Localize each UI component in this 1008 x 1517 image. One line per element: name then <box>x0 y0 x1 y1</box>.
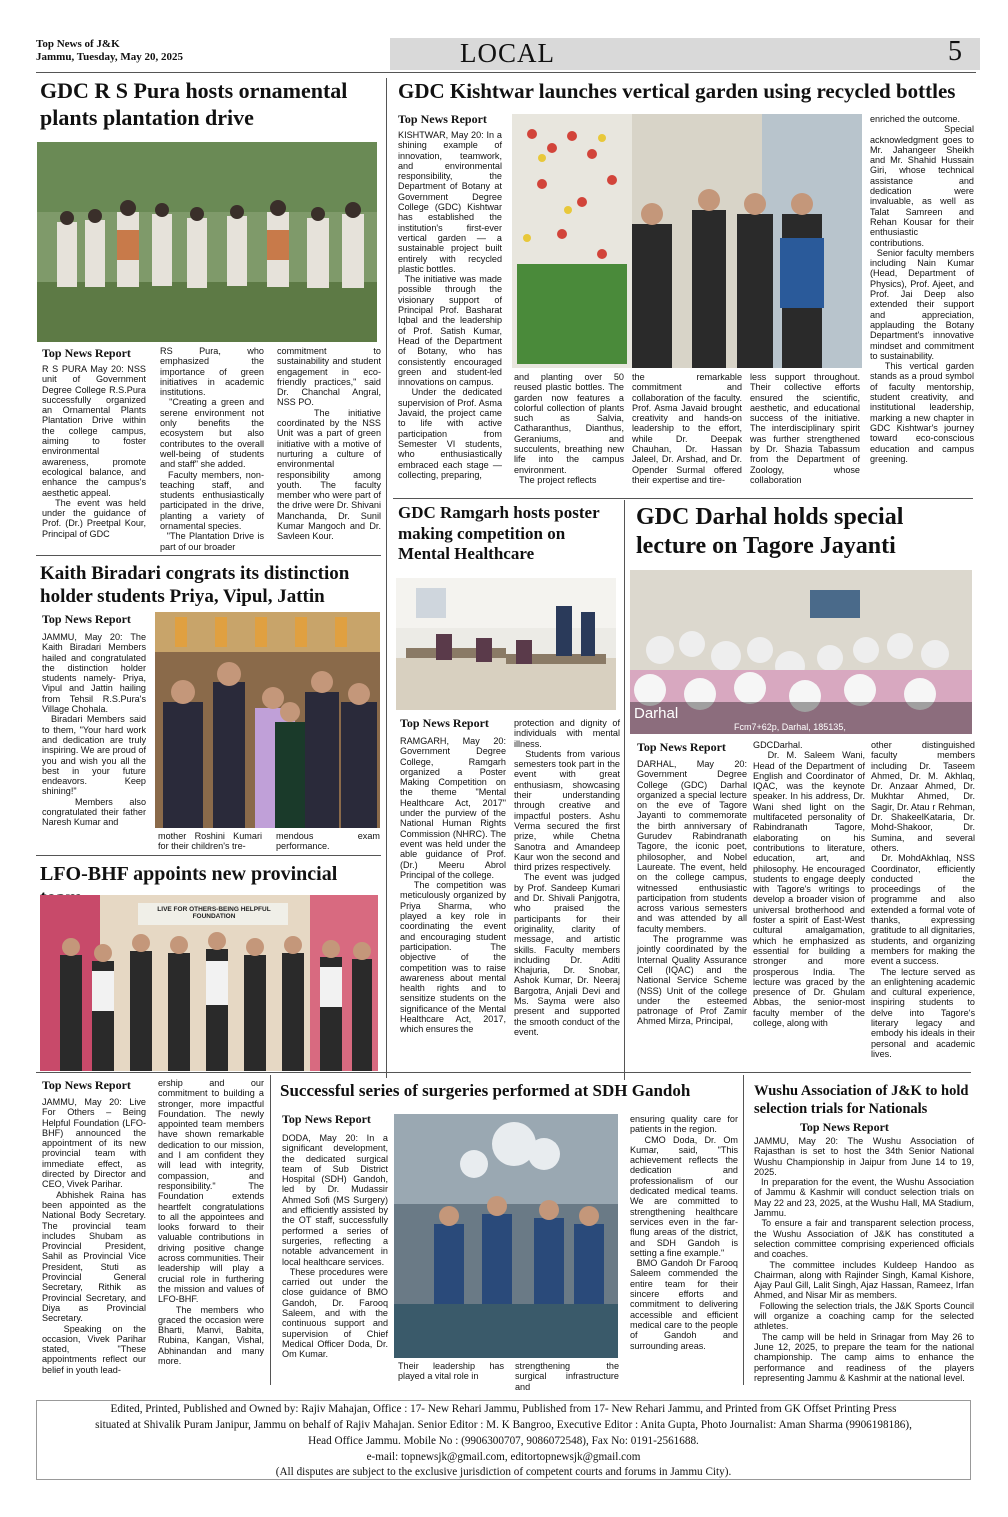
photo-darhal-subcaption: Fcm7+62p, Darhal, 185135, <box>734 722 846 732</box>
headline-kishtwar: GDC Kishtwar launches vertical garden using recycled bottles <box>398 79 956 103</box>
photo-darhal-caption: Darhal <box>634 705 679 722</box>
article-doda-col2: Their leadership has played a vital role in <box>398 1361 507 1382</box>
byline-wushu: Top News Report <box>800 1120 889 1134</box>
paper-name: Top News of J&K <box>36 38 120 50</box>
headline-kaith: Kaith Biradari congrats its distinction holder students Priya, Vipul, Jattin <box>40 563 350 608</box>
article-ramgarh-col1: RAMGARH, May 20: Government Degree College, Ramgarh organized a Poster Making Competition on the theme "Mental Healthcare Act, 2017" under the purview of the National Human Rights Commission (NHRC). The event was held under the able guidance of Prof. (Dr.) Meeru Abrol Principal of the college. The competition was meticulously organized by Priya Sharma, who played a key role in coordinating the event and encouraging student participation. The objective of the competition was to raise awareness about mental health rights and to sensitize students on the significance of the Mental Healthcare Act, 2017, which ensures the <box>400 736 506 1035</box>
photo-kaith <box>155 612 380 828</box>
article-kaith-col2: mother Roshini Kumari for their children's tre- <box>158 831 265 852</box>
photo-lfo <box>40 895 378 1071</box>
byline-kishtwar: Top News Report <box>398 112 487 126</box>
section-rule <box>393 498 973 499</box>
article-doda-col3: strengthening the surgical infrastructure and <box>515 1361 622 1392</box>
column-rule <box>386 78 387 1078</box>
article-kishtwar-col3: the remarkable commitment and collaboration of the faculty. Prof. Asma Javaid brought creativity and hands-on leadership to the effort, while Dr. Deepak Chauhan, Dr. Hassan Jaleel, Dr. Arshad, and Dr. Opender Surmal offered their expertise and tire- <box>632 372 745 485</box>
masthead-left <box>36 38 183 64</box>
imprint-line: Head Office Jammu. Mobile No : (9906300707, 9086072548), Fax No: 0191-2561688. <box>308 1435 699 1447</box>
page-number: 5 <box>948 36 962 67</box>
article-kishtwar-col2: and planting over 50 reused plastic bottles. The garden now features a colorful collection of plants such as Salvia, Catharanthus, Dianthus, Geraniums, and succulents, breathing new life into the campus environment. The project reflects <box>514 372 624 485</box>
byline-kaith: Top News Report <box>42 612 131 626</box>
imprint-line: Edited, Printed, Published and Owned by: Rajiv Mahajan, Office : 17- New Rehari Jammu, Published from 17- New Rehari Jammu, and Printed from GK Offset Printing Press <box>110 1403 897 1415</box>
byline-ramgarh: Top News Report <box>400 716 489 730</box>
imprint-line: situated at Shivalik Puram Janipur, Jammu on behalf of Rajiv Mahajan. Senior Editor : M. K Bangroo, Executive Editor : Anita Gupta, Photo Journalist: Aman Sharma (9906198186), <box>95 1419 912 1431</box>
column-rule <box>624 500 625 1080</box>
photo-ramgarh <box>396 578 616 710</box>
article-wushu-col1: JAMMU, May 20: The Wushu Association of Rajasthan is set to host the 34th Senior National Wushu Championship in Jaipur from June 14 to 19, 2025. In preparation for the event, the Wushu Association of Jammu & Kashmir will conduct selection trials on May 22 and 23, 2025, at the Wushu Hall, MA Stadium, Jammu. To ensure a fair and transparent selection process, the Wushu Association of J&K has constituted a selection committee comprising experienced officials and coaches. The committee includes Kuldeep Handoo as Chairman, along with Rajinder Singh, Kamal Kishore, Ajay Paul Gill, Lalit Singh, Ajaz Hassan, Rameez, Irfan Ahmed, and Nisar Mir as members. Following the selection trials, the J&K Sports Council will organize a coaching camp for the selected athletes. The camp will be held in Srinagar from May 26 to June 12, 2025, to prepare the team for the national championship. The camp aims to enhance the performance and readiness of the players representing Jammu & Kashmir at the national level. <box>754 1136 975 1383</box>
article-lfo-col2: ership and our commitment to building a stronger, more impactful Foundation. The newly appointed team members have shown remarkable dedication to our mission, and I am confident they will lead with integrity, compassion, and responsibility." The Foundation extends heartfelt congratulations to all the appointees and looks forward to their valuable contributions in driving positive change across communities. Their leadership will play a crucial role in furthering the mission and values of LFO-BHF. The members who graced the occasion were Bharti, Manvi, Babita, Rubina, Kangan, Vishal, Abhinandan and many more. <box>158 1078 264 1367</box>
photo-kishtwar <box>512 114 862 368</box>
imprint-line: e-mail: topnewsjk@gmail.com, editortopnewsjk@gmail.com <box>366 1451 641 1463</box>
byline-darhal: Top News Report <box>637 740 726 754</box>
article-kishtwar-col1: KISHTWAR, May 20: In a shining example of innovation, teamwork, and environmental responsibility, the Department of Botany at Government Degree College (GDC) Kishtwar has established the institution's first-ever vertical garden — a sustainable project built entirely with recycled plastic bottles. The initiative was made possible through the visionary support of Principal Prof. Basharat Iqbal and the leadership of Prof. Satish Kumar, Head of the Department of Botany, who has consistently encouraged green and student-led innovations on campus. Under the dedicated supervision of Prof. Asma Javaid, the project came to life with active participation from Semester VI students, who enthusiastically embraced each stage — collecting, preparing, <box>398 130 502 480</box>
article-kishtwar-col4: less support throughout. Their collective efforts ensured the scientific, aesthetic, and educational success of the initiative. The interdisciplinary spirit was further strengthened by Dr. Shazia Tabassum from the Department of Zoology, whose collaboration <box>750 372 863 485</box>
imprint-line: (All disputes are subject to the exclusive jurisdiction of competent courts and forums in Jammu City). <box>275 1466 732 1478</box>
column-rule <box>270 1075 271 1385</box>
photo-lfo-banner: LIVE FOR OTHERS-BEING HELPFUL FOUNDATION <box>157 906 271 920</box>
article-kishtwar-col5: enriched the outcome. Special acknowledgment goes to Mr. Jahangeer Sheikh and Mr. Shahid Hussain Giri, whose technical assistance and dedication were invaluable, as well as Talat Samreen and Rehan Kousar for their enthusiastic contributions. Senior faculty members including Nain Kumar (Head, Department of Physics), Prof. Ajeet, and Prof. Jai Deep also extended their support and appreciation, applauding the Botany Department's innovative mindset and commitment to sustainability. This vertical garden stands as a proud symbol of faculty mentorship, student creativity, and institutional leadership, marking a new chapter in GDC Kishtwar's journey toward eco-conscious education and campus greening. <box>870 114 974 464</box>
headline-rspura: GDC R S Pura hosts ornamental plants plantation drive <box>40 78 348 130</box>
headline-wushu: Wushu Association of J&K to hold selection trials for Nationals <box>754 1083 969 1117</box>
headline-lfo: LFO-BHF appoints new provincial <box>40 863 338 885</box>
section-title: LOCAL <box>460 38 555 68</box>
article-darhal-col1: DARHAL, May 20: Government Degree College (GDC) Darhal organized a special lecture on the eve of Tagore Jayanti to commemorate the birth anniversary of Gurudev Rabindranath Tagore, the iconic poet, philosopher, and Nobel Laureate. The event, held on the college campus, witnessed enthusiastic participation from students across various semesters and was attended by all faculty members. The programme was jointly coordinated by the Internal Quality Assurance Cell (IQAC) and the National Service Scheme (NSS) Unit of the college under the esteemed patronage of Prof Zamir Ahmed Mirza, Principal, <box>637 759 747 1027</box>
photo-rspura <box>37 142 377 342</box>
article-kaith-col1: JAMMU, May 20: The Kaith Biradari Members hailed and congratulated the distinction holder students namely- Priya, Vipul and Jattin hailing from Tehsil R.S.Pura's Village Chohala. Biradari Members said to them, "Your hard work and dedication are truly inspiring. We are proud of you and wish you all the best in your future endeavors. Keep shining!" Members also congratulated their father Naresh Kumar and <box>42 632 147 828</box>
column-rule <box>743 1075 744 1385</box>
dateline: Jammu, Tuesday, May 20, 2025 <box>36 51 183 63</box>
section-rule <box>36 855 381 856</box>
article-rspura-col2: RS Pura, who emphasized the importance of green initiatives in academic institutions. "Creating a green and serene environment not only benefits the ecosystem but also contributes to the overall well-being of students and staff" she added. Faculty members, non-teaching staff, and students enthusiastically participated in the drive, planting a variety of ornamental species. "The Plantation Drive is part of our broader <box>160 346 264 552</box>
article-lfo-col1: JAMMU, May 20: Live For Others – Being Helpful Foundation (LFO-BHF) announced the appointment of its new provincial team with immediate effect, as directed by Director and CEO, Vivek Parihar. Abhishek Raina has been appointed as the National Body Secretary. The provincial team includes Shubam as Provincial President, Sahil as Provincial Vice President, Stuti as Provincial General Secretary, Rithik as Provincial Secretary, and Diya as Provincial Secretary. Speaking on the occasion, Vivek Parihar stated, "These appointments reflect our belief in youth lead- <box>42 1097 146 1375</box>
article-doda-col1: DODA, May 20: In a significant development, the dedicated surgical team of Sub District Hospital (SDH) Gandoh, led by Dr. Mudassir Ahmed Sofi (MS Surgery) and efficiently assisted by the OT staff, successfully performed a series of surgeries, reflecting a notable advancement in local healthcare services. These procedures were carried out under the close guidance of BMO Gandoh, Dr. Farooq Saleem, and with the continuous support and supervision of Chief Medical Officer Doda, Dr. Om Kumar. <box>282 1133 388 1360</box>
section-rule <box>36 1072 971 1073</box>
headline-doda: Successful series of surgeries performed at SDH Gandoh <box>280 1081 691 1100</box>
photo-darhal <box>630 570 972 734</box>
article-rspura-col3: commitment to sustainability and student engagement in eco-friendly practices," said Dr. Chanchal Angral, NSS PO. The initiative coordinated by the NSS Unit was a part of green initiative with a motive of nurturing a culture of environmental responsibility among youth. The faculty member who were part of the drive were Dr. Shivani Manchanda, Dr. Sunil Kumar Mangoch and Dr. Savleen Kour. <box>277 346 381 542</box>
article-darhal-col3: other distinguished faculty members including Dr. Taseem Ahmed, Dr. M. Akhlaq, Dr. Anzaar Ahmed, Dr. Mukhtar Ahmed, Dr. Sagir, Dr. Atau r Rehman, Dr. ShakeelKataria, Dr. Mohd-Shakoor, Dr. Sumina, and several others. Dr. MohdAkhlaq, NSS Coordinator, efficiently conducted the proceedings of the programme and also extended a formal vote of thanks, expressing gratitude to all dignitaries, students, and organizing members for making the event a success. The lecture served as an enlightening academic and cultural experience, inspiring students to delve into Tagore's literary legacy and embody his ideals in their personal and academic lives. <box>871 740 975 1059</box>
headline-darhal: GDC Darhal holds special lecture on Tagore Jayanti <box>636 504 904 560</box>
article-doda-col4: ensuring quality care for patients in the region. CMO Doda, Dr. Om Kumar, said, "This achievement reflects the dedication and professionalism of our dedicated medical teams. We are committed to strengthening healthcare services even in the far-flung areas of the district, and SDH Gandoh is setting a fine example." BMO Gandoh Dr Farooq Saleem commended the entire team for their sincere efforts and commitment to delivering accessible and efficient medical care to the people of Gandoh and surrounding areas. <box>630 1114 738 1351</box>
headline-ramgarh: GDC Ramgarh hosts poster making competition on Mental Healthcare <box>398 503 600 564</box>
photo-doda <box>394 1114 618 1358</box>
article-kaith-col3: mendous exam performance. <box>276 831 383 852</box>
byline-lfo: Top News Report <box>42 1078 131 1092</box>
article-ramgarh-col2: protection and dignity of individuals with mental illness. Students from various semesters took part in the event with great enthusiasm, showcasing their understanding through creative and impactful posters. Ashu Verma secured the first prize, while Chetna Sanotra and Amandeep Kaur won the second and third prizes respectively. The event was judged by Prof. Sandeep Kumari and Dr. Shivali Panjgotra, who praised the participants for their originality, clarity of message, and artistic skills. Faculty members including Dr. Aditi Khajuria, Dr. Snobar, Ashok Kumar, Dr. Neeraj Bargotra, Anjali Devi and Ms. Sayma were also present and supported the smooth conduct of the event. <box>514 718 620 1037</box>
byline-doda: Top News Report <box>282 1112 371 1126</box>
section-rule <box>36 555 381 556</box>
article-rspura-col1: R S PURA May 20: NSS unit of Government Degree College R.S.Pura successfully organized an Ornamental Plants Plantation Drive within the college campus, aiming to foster environmental awareness, promote ecological balance, and enhance the campus's aesthetic appeal. The event was held under the guidance of Prof. (Dr.) Preetpal Kour, Principal of GDC <box>42 364 146 539</box>
article-darhal-col2: GDCDarhal. Dr. M. Saleem Wani, Head of the Department of English and Coordinator of IQAC, was the keynote speaker. In his address, Dr. Wani shed light on the multifaceted personality of Rabindranath Tagore, elaborating on his contributions to literature, education, art, and philosophy. He encouraged students to engage deeply with Tagore's writings to develop a broader vision of universal brotherhood and foster a spirit of East-West cultural amalgamation, which he emphasized as essential for building a stronger and more prosperous India. The lecture was graced by the presence of Dr. Ghulam Abbas, the senior-most faculty member of the college, along with <box>753 740 865 1029</box>
byline-rspura: Top News Report <box>42 346 131 360</box>
top-rule <box>36 72 976 73</box>
